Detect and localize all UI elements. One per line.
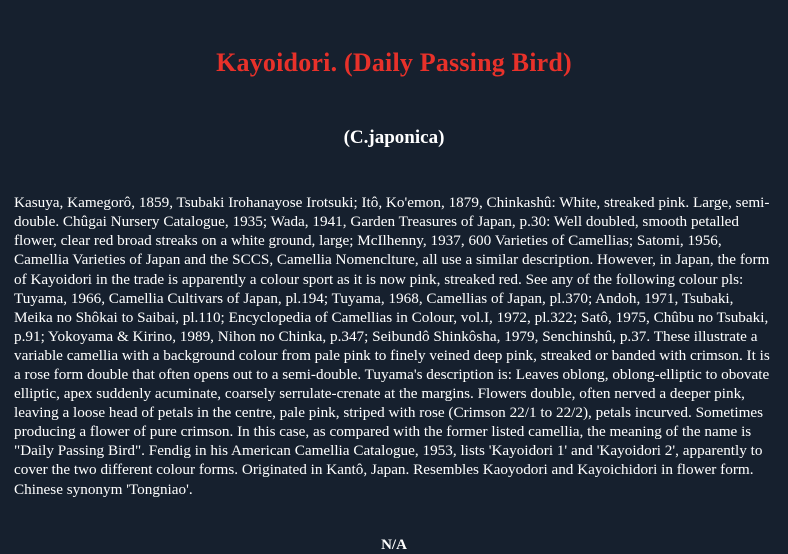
page-subtitle: (C.japonica) (343, 127, 445, 149)
description-text: Kasuya, Kamegorô, 1859, Tsubaki Irohanayose Irotsuki; Itô, Ko'emon, 1879, Chinkashû: White, streaked pink. Large, semi-double. Chûgai Nursery Catalogue, 1935; Wada, 1941, Garden Treasures of Japan, p.30: Well doubled, smooth petalled flower, clear red broad streaks on a white ground, large; McIlhenny, 1937, 600 Varieties of Camellias; Satomi, 1956, Camellia Varieties of Japan and the SCCS, Camellia Nomenclture, all use a similar description. However, in Japan, the form of Kayoidori in the trade is apparently a colour sport as it is now pink, streaked red. See any of the following colour pls: Tuyama, 1966, Camellia Cultivars of Japan, pl.194; Tuyama, 1968, Camellias of Japan, pl.370; Andoh, 1971, Tsubaki, Meika no Shôkai to Saibai, pl.110; Encyclopedia of Camellias in Colour, vol.I, 1972, pl.322; Satô, 1975, Chûbu no Tsubaki, p.91; Yokoyama & Kirino, 1989, Nihon no Chinka, p.347; Seibundô Shinkôsha, 1979, Senchinshû, p.37. These illustrate a variable camellia with a background colour from pale pink to finely veined deep pink, streaked or banded with crimson. It is a rose form double that often opens out to a semi-double. Tuyama's description is: Leaves oblong, oblong-elliptic to obovate elliptic, apex suddenly acuminate, coarsely serrulate-crenate at the margins. Flowers double, often nerved a deeper pink, leaving a loose head of petals in the centre, pale pink, striped with rose (Crimson 22/1 to 22/2), petals incurved. Sometimes producing a flower of pure crimson. In this case, as compared with the former listed camellia, the meaning of the name is "Daily Passing Bird". Fendig in his American Camellia Catalogue, 1953, lists 'Kayoidori 1' and 'Kayoidori 2', apparently to cover the two different colour forms. Originated in Kantô, Japan. Resembles Kaoyodori and Kayoichidori in flower form. Chinese synonym 'Tongniao'. (14, 194, 770, 498)
footer-note: N/A (381, 536, 407, 553)
page-title: Kayoidori. (Daily Passing Bird) (216, 48, 572, 77)
